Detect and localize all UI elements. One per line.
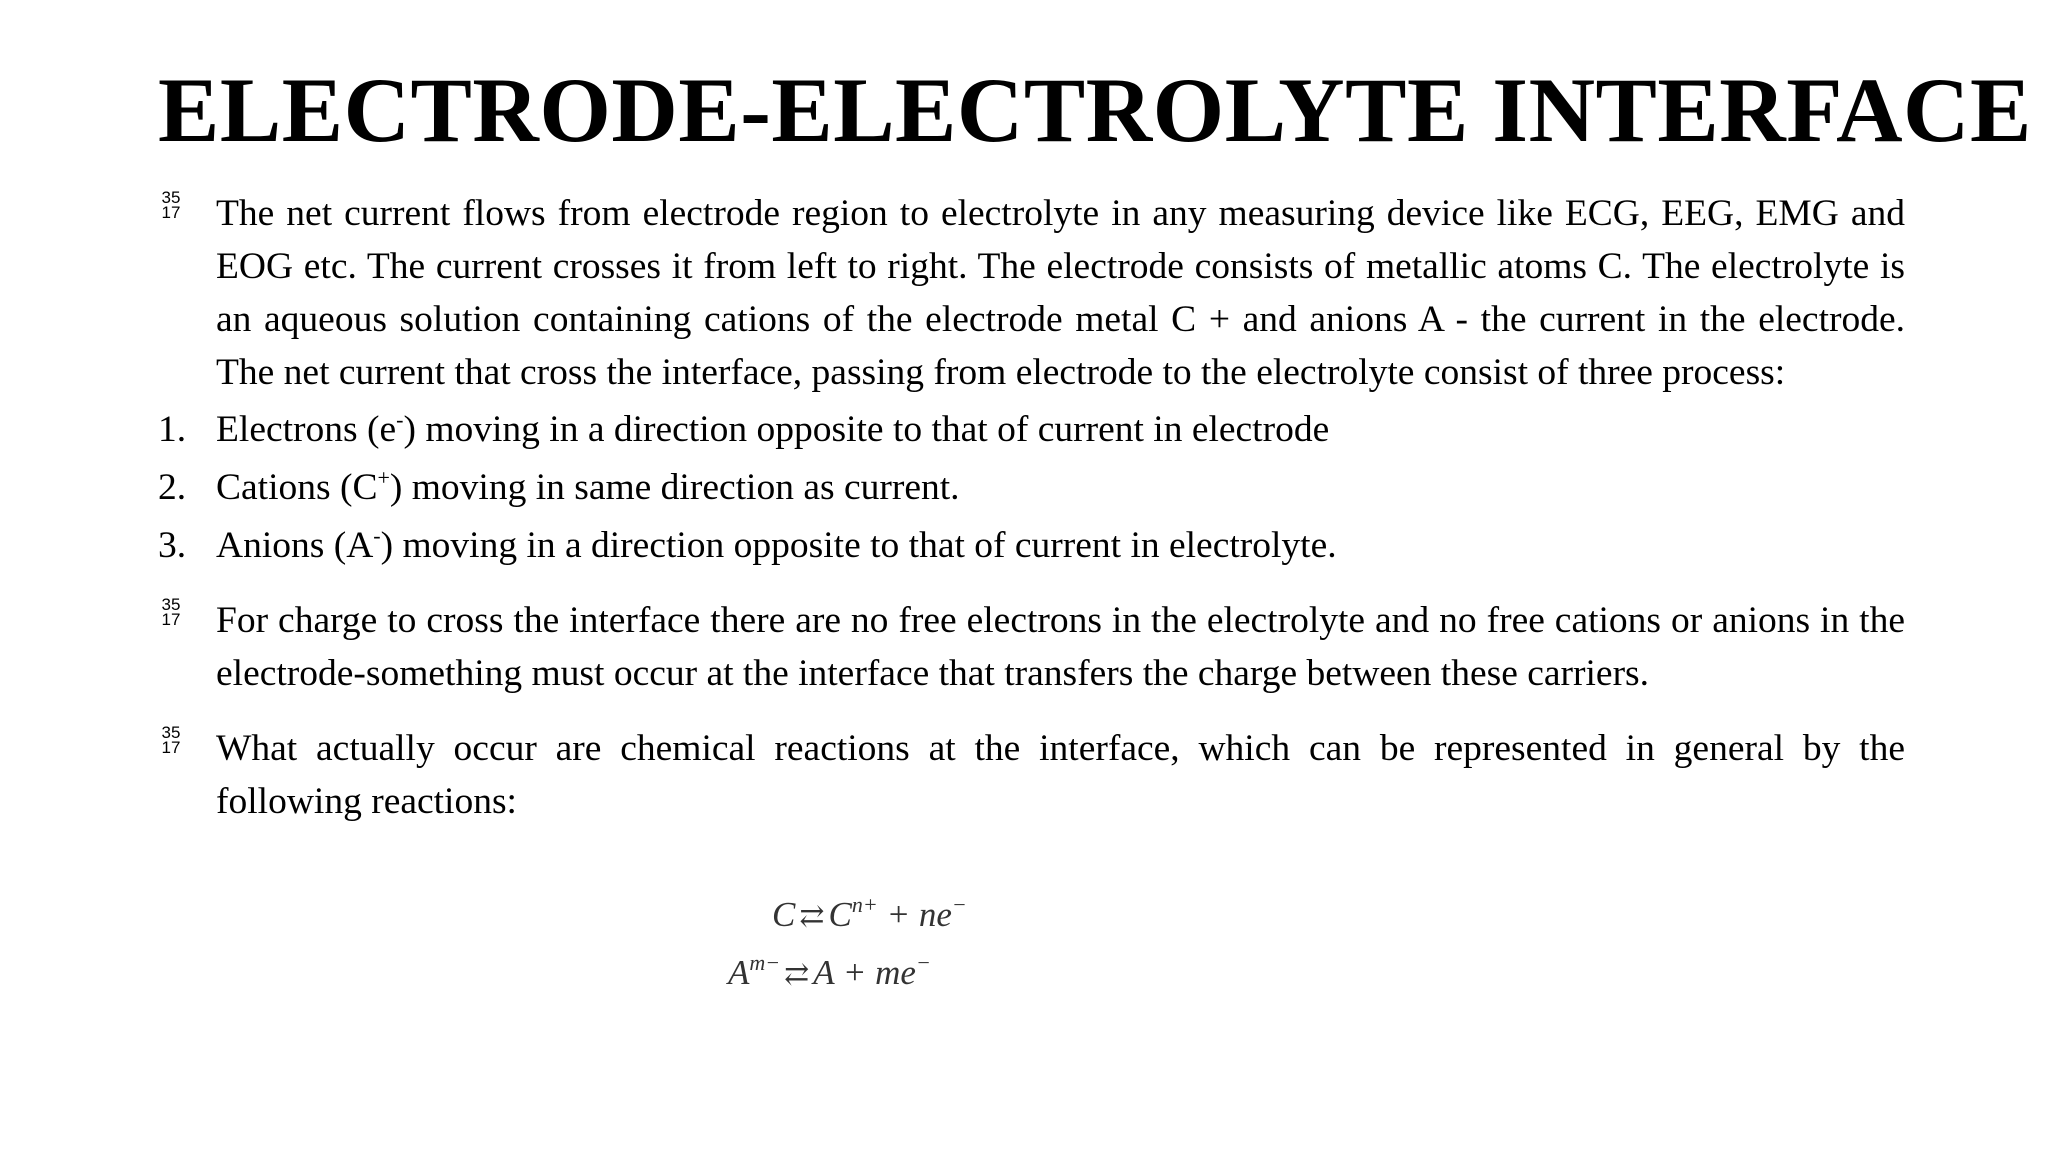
page-title: ELECTRODE-ELECTROLYTE INTERFACE bbox=[158, 59, 2032, 161]
slide-body bbox=[158, 187, 1905, 828]
list-item: 3. Anions (A-) moving in a direction opposite to that of current in electrolyte. bbox=[158, 519, 1905, 572]
list-number: 1. bbox=[158, 409, 187, 450]
paragraph-text: The net current flows from electrode region to electrolyte in any measuring device like ECG, EEG, EMG and EOG etc. The current crosses it from left to right. The electrode consists of metallic atoms C. The electrolyte is an aqueous solution containing cations of the electrode metal C + and anions A - the current in the electrode. The net current that cross the interface, passing from electrode to the electrolyte consist of three process: bbox=[216, 193, 1905, 393]
bullet-marker-icon: 35 17 bbox=[161, 188, 181, 222]
bullet-paragraph-3 bbox=[158, 722, 1905, 828]
equilibrium-arrow-icon: ⇄ bbox=[784, 958, 810, 991]
reaction-equations bbox=[728, 892, 967, 1011]
bullet-paragraph-2 bbox=[158, 594, 1905, 700]
paragraph-text: What actually occur are chemical reactions at the interface, which can be represented in general by the following reactions: bbox=[216, 728, 1905, 822]
equation-oxidation: C ⇄ $C^{n+} + ne^-$ bbox=[772, 892, 967, 934]
list-item: 2. Cations (C+) moving in same direction as current. bbox=[158, 461, 1905, 514]
equation-anion: $A^{m-}$ ⇄ A + me− bbox=[728, 950, 931, 992]
bullet-marker-icon: 35 17 bbox=[161, 723, 181, 757]
equilibrium-arrow-icon: ⇄ bbox=[799, 900, 825, 933]
list-number: 3. bbox=[158, 525, 187, 566]
list-item: 1. Electrons (e-) moving in a direction opposite to that of current in electrode bbox=[158, 403, 1905, 456]
bullet-marker-icon: 35 17 bbox=[161, 595, 181, 629]
paragraph-text: For charge to cross the interface there are no free electrons in the electrolyte and no free cations or anions in the electrode-something must occur at the interface that transfers the charge between these carriers. bbox=[216, 600, 1905, 694]
list-number: 2. bbox=[158, 467, 187, 508]
bullet-paragraph-1 bbox=[158, 187, 1905, 399]
